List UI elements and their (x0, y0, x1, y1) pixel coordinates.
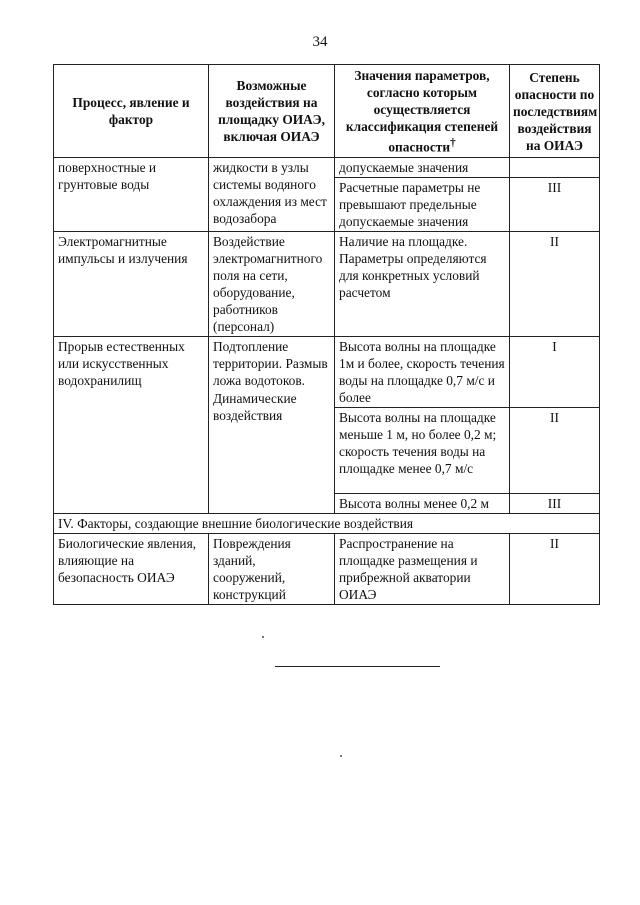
degree-cell: III (510, 178, 600, 232)
header-process-factor: Процесс, явление и фактор (54, 65, 209, 158)
impact-cell: Повреждения зданий, сооружений, конструкций (209, 534, 335, 605)
parameter-cell: Расчетные параметры не превышают предельные допускаемые значения (335, 178, 510, 232)
degree-cell: II (510, 534, 600, 605)
scan-speck (340, 755, 342, 757)
factor-cell: Прорыв естественных или искусственных водохранилищ (54, 337, 209, 514)
impact-cell: жидкости в узлы системы водяного охлаждения из мест водозабора (209, 158, 335, 232)
degree-cell: II (510, 408, 600, 494)
page-number: 34 (312, 34, 328, 50)
parameter-cell: допускаемые значения (335, 158, 510, 178)
section-title: IV. Факторы, создающие внешние биологические воздействия (54, 514, 600, 534)
parameter-cell: Распространение на площадке размещения и прибрежной акватории ОИАЭ (335, 534, 510, 605)
header-parameter-values (335, 65, 510, 158)
impact-cell (209, 337, 335, 514)
footnote-separator (275, 666, 440, 667)
parameter-cell: Высота волны менее 0,2 м (335, 494, 510, 514)
header-possible-impacts: Возможные воздействия на площадку ОИАЭ, включая ОИАЭ (209, 65, 335, 158)
table-row (54, 232, 600, 337)
parameter-cell: Высота волны на площадке меньше 1 м, но более 0,2 м; скорость течения воды на площадке менее 0,7 м/с (335, 408, 510, 494)
header-parameter-values-text: Значения параметров, согласно которым осуществляется классификация степеней опасности (345, 68, 499, 155)
factor-cell: Биологические явления, влияющие на безопасность ОИАЭ (54, 534, 209, 605)
hazard-classification-table (53, 64, 600, 605)
parameter-cell: Наличие на площадке. Параметры определяются для конкретных условий расчетом (335, 232, 510, 337)
parameter-cell: Высота волны на площадке 1м и более, скорость течения воды на площадке 0,7 м/с и более (335, 337, 510, 408)
section-row (54, 514, 600, 534)
scan-speck (262, 636, 264, 638)
table-header-row (54, 65, 600, 158)
impact-text: Подтопление территории. Размыв ложа водотоков. (213, 339, 328, 389)
degree-cell: I (510, 337, 600, 408)
impact-cell: Воздействие электромагнитного поля на сети, оборудование, работников (персонал) (209, 232, 335, 337)
table-row (54, 534, 600, 605)
impact-text: Динамические воздействия (213, 391, 297, 424)
degree-cell: III (510, 494, 600, 514)
factor-cell: Электромагнитные импульсы и излучения (54, 232, 209, 337)
degree-cell: II (510, 232, 600, 337)
header-hazard-degree: Степень опасности по последствиям воздействия на ОИАЭ (510, 65, 600, 158)
footnote-mark: † (450, 137, 456, 149)
degree-cell (510, 158, 600, 178)
table-row (54, 337, 600, 408)
factor-cell: поверхностные и грунтовые воды (54, 158, 209, 232)
table-row (54, 158, 600, 178)
